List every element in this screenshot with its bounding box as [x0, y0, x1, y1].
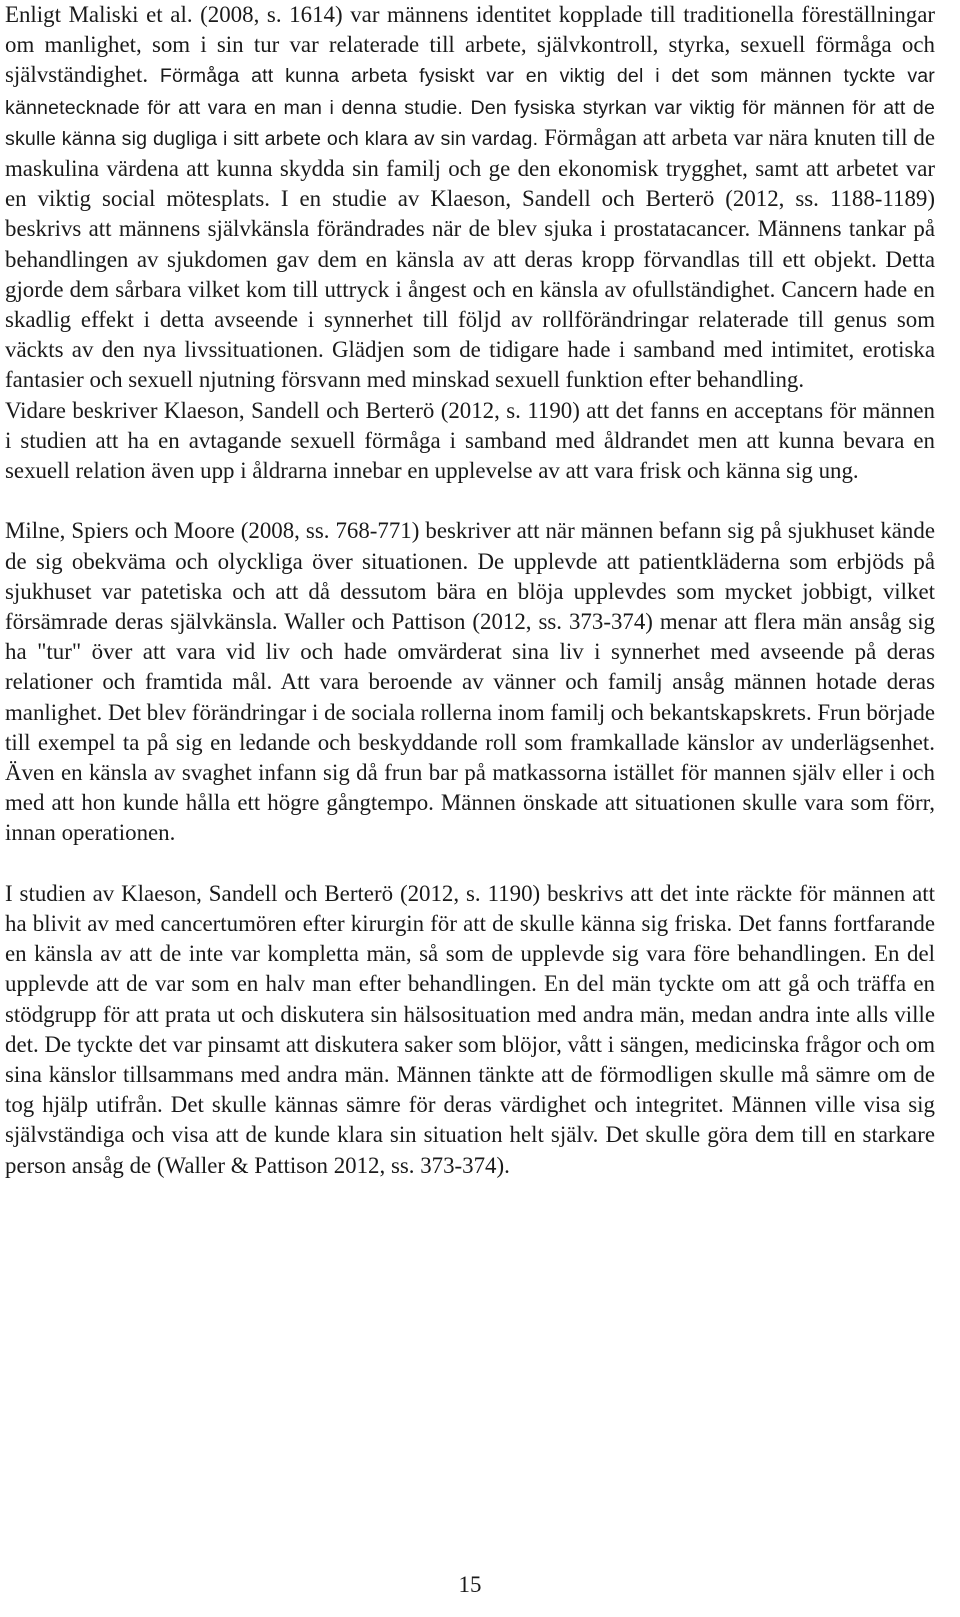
paragraph-1 — [5, 0, 935, 396]
paragraph-gap — [5, 849, 935, 879]
paragraph-4: I studien av Klaeson, Sandell och Berterö (2012, s. 1190) beskrivs att det inte räckte för männen att ha blivit av med cancertumören efter kirurgin för att de skulle känna sig friska. Det fanns fortfarande en känsla av att de inte var kompletta män, så som de upplevde sig vara före behandlingen. En del upplevde att de var som en halv man efter behandlingen. En del män tyckte om att gå och träffa en stödgrupp för att prata ut och diskutera sin hälsosituation med andra män, medan andra inte alls ville det. De tyckte det var pinsamt att diskutera saker som blöjor, vått i sängen, medicinska frågor och om sina känslor tillsammans med andra män. Männen tänkte att de förmodligen skulle må sämre om de tog hjälp utifrån. Det skulle kännas sämre för deras värdighet och integritet. Männen ville visa sig självständiga och visa att de kunde klara sin situation helt själv. Det skulle göra dem till en starkare person ansåg de (Waller & Pattison 2012, ss. 373-374). — [5, 880, 935, 1178]
paragraph-2: Vidare beskriver Klaeson, Sandell och Berterö (2012, s. 1190) att det fanns en acceptans för männen i studien att ha en avtagande sexuell förmåga i samband med åldrandet men att kunna bevara en sexuell relation även upp i åldrarna innebar en upplevelse av att vara frisk och känna sig ung. — [5, 397, 935, 484]
page-number: 15 — [458, 1572, 482, 1597]
paragraph-3: Milne, Spiers och Moore (2008, ss. 768-771) beskriver att när männen befann sig på sjukhuset kände de sig obekväma och olyckliga över situationen. De upplevde att patientkläderna som erbjöds på sjukhuset var patetiska och att då dessutom bära en blöja upplevdes som mycket jobbigt, vilket försämrade deras självkänsla. Waller och Pattison (2012, ss. 373-374) menar att flera män ansåg sig ha "tur" över att vara vid liv och hade omvärderat sina liv i synnerhet med avseende på deras relationer och framtida mål. Att vara beroende av vänner och familj ansåg männen hotade deras manlighet. Det blev förändringar i de sociala rollerna inom familj och bekantskapskrets. Frun började till exempel ta på sig en ledande och beskyddande roll som framkallade känslor av underlägsenhet. Även en känsla av svaghet infann sig då frun bar på matkassorna istället för mannen själv eller i och med att hon kunde hålla ett högre gångtempo. Männen önskade att situationen skulle vara som förr, innan operationen. — [5, 518, 935, 846]
body-text — [5, 0, 935, 1181]
paragraph-1-sentence-2: Förmåga att kunna arbeta fysiskt var en viktig del i det som männen tyckte var kännetecknade för att vara en man i denna studie. Den fysiska styrkan var viktig för männen för att de skulle känna sig dugliga i sitt arbete och klara av sin vardag. — [5, 65, 935, 150]
paragraph-gap — [5, 486, 935, 516]
paragraph-1-sentence-1: Enligt Maliski et al. (2008, s. 1614) var männens identitet kopplade till traditionella föreställningar om manlighet, som i sin tur var relaterade till arbete, självkontroll, styrka, sexuell förmåga och självständighet. — [5, 2, 935, 88]
paragraph-1-sentence-3: Förmågan att arbeta var nära knuten till de maskulina värdena att kunna skydda sin familj och ge den ekonomisk trygghet, samt att arbetet var en viktig social mötesplats. I en studie av Klaeson, Sandell och Berterö (2012, ss. 1188-1189) beskrivs att männens självkänsla förändrades när de blev sjuka i prostatacancer. Männens tankar på behandlingen av sjukdomen gav dem en känsla av att deras kropp förvandlas till ett objekt. Detta gjorde dem sårbara vilket kom till uttryck i ångest och en känsla av ofullständighet. Cancern hade en skadlig effekt i detta avseende i synnerhet till följd av rollförändringar relaterade till genus som väckts av den nya livssituationen. Glädjen som de tidigare hade i samband med intimitet, erotiska fantasier och sexuell njutning försvann med minskad sexuell funktion efter behandling. — [5, 124, 935, 393]
